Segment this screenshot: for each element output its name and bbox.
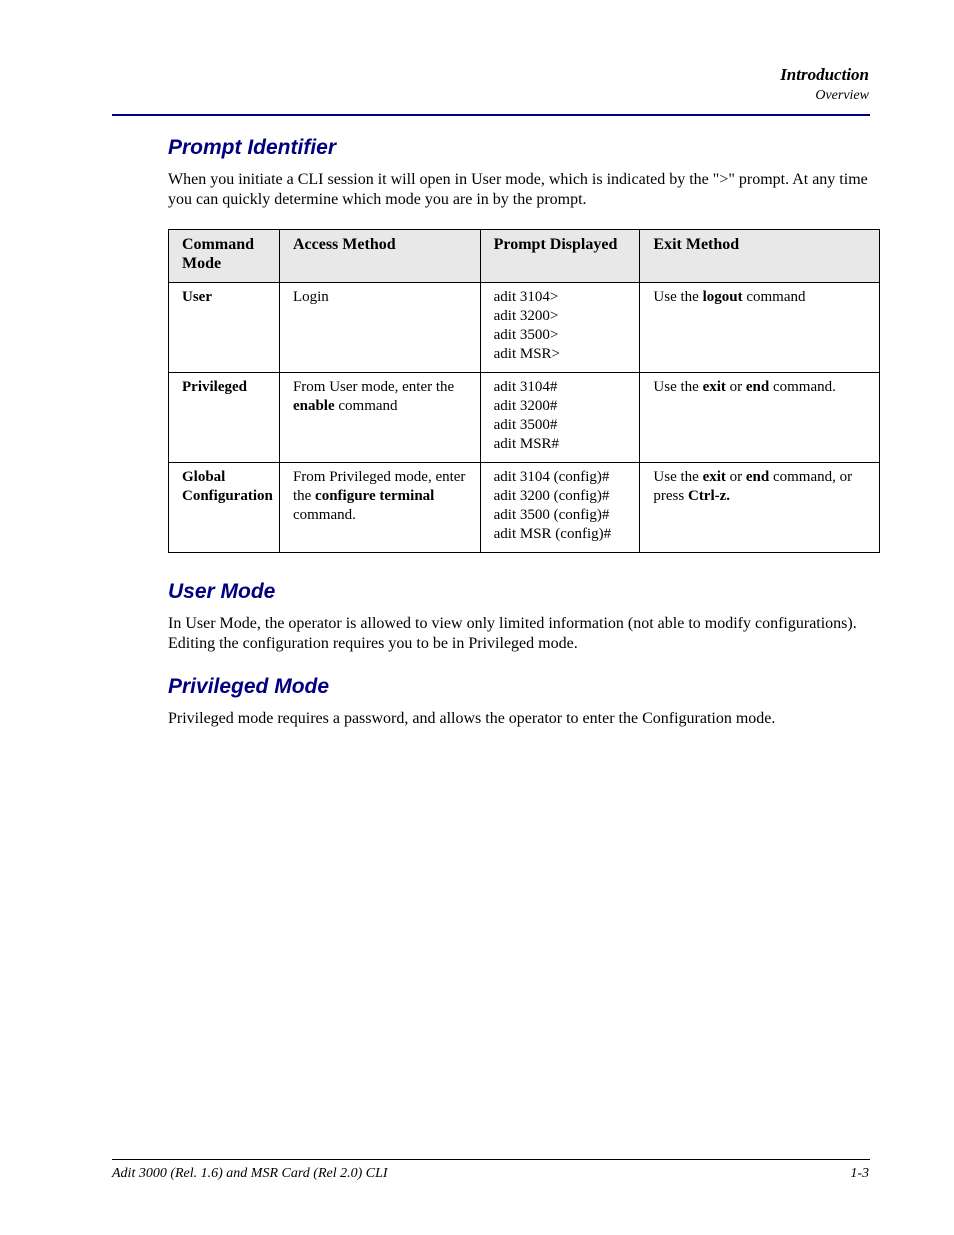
exit-text-segment: Use the (653, 289, 703, 305)
table-header-row (169, 230, 880, 283)
prompt-line: adit 3104 (config)# (493, 469, 610, 485)
access-text-segment: Login (292, 289, 329, 305)
exit-text-segment: command. (769, 379, 836, 395)
exit-text-segment: logout (702, 289, 743, 305)
exit-text-segment: command, or press (653, 469, 853, 504)
table-row (169, 373, 880, 463)
access-text-segment: command. (292, 507, 356, 523)
cell-command-mode: Global Configuration (169, 463, 280, 553)
access-text-segment: command (334, 398, 398, 414)
footer-rule (112, 1159, 870, 1160)
access-text-segment: enable (292, 398, 335, 414)
prompt-line: adit MSR> (493, 346, 561, 362)
cell-access-method (279, 373, 480, 463)
privileged-mode-heading: Privileged Mode (168, 675, 330, 698)
table-row (169, 463, 880, 553)
exit-text-segment: Ctrl-z. (687, 488, 731, 504)
col-header-exit-method: Exit Method (640, 230, 880, 283)
col-header-access-method: Access Method (279, 230, 480, 283)
prompt-identifier-intro: When you initiate a CLI session it will open in User mode, which is indicated by the ">" prompt. At any time you can quickly determine which mode you are in by the prompt. (168, 171, 868, 208)
exit-text-segment: exit (702, 469, 726, 485)
user-mode-text: In User Mode, the operator is allowed to view only limited information (not able to modify configurations). Editing the configuration requires you to be in Privileged mode. (168, 615, 857, 652)
exit-text-segment: Use the (653, 379, 703, 395)
user-mode-heading: User Mode (168, 580, 276, 603)
footer-page-number: 1-3 (850, 1166, 869, 1181)
col-header-command-mode: Command Mode (169, 230, 280, 283)
section-title: Overview (815, 88, 869, 103)
prompt-line: adit 3200> (493, 308, 559, 324)
prompt-line: adit 3200# (493, 398, 558, 414)
access-text-segment: From User mode, enter the (292, 379, 455, 395)
exit-text-segment: Use the (653, 469, 703, 485)
running-header (780, 64, 869, 106)
prompt-line: adit 3500# (493, 417, 558, 433)
exit-text-segment: or (725, 469, 746, 485)
cell-prompt-displayed (480, 373, 640, 463)
access-text-segment: configure terminal (315, 488, 435, 504)
cell-prompt-displayed (480, 283, 640, 373)
prompt-identifier-heading: Prompt Identifier (168, 136, 337, 159)
access-text-segment: From Privileged mode, enter the (292, 469, 466, 504)
cell-exit-method (640, 463, 880, 553)
chapter-title: Introduction (780, 65, 869, 84)
col-header-prompt-displayed: Prompt Displayed (480, 230, 640, 283)
prompt-line: adit 3104> (493, 289, 559, 305)
cell-access-method (279, 283, 480, 373)
prompt-line: adit 3200 (config)# (493, 488, 610, 504)
cell-access-method (279, 463, 480, 553)
exit-text-segment: end (745, 379, 770, 395)
privileged-mode-text: Privileged mode requires a password, and allows the operator to enter the Configuration mode. (168, 710, 776, 727)
exit-text-segment: command (742, 289, 806, 305)
command-mode-table (168, 229, 880, 553)
exit-text-segment: or (725, 379, 746, 395)
header-rule (112, 114, 870, 116)
cell-exit-method (640, 373, 880, 463)
prompt-line: adit 3500 (config)# (493, 507, 610, 523)
cell-exit-method (640, 283, 880, 373)
cell-command-mode: Privileged (169, 373, 280, 463)
prompt-line: adit MSR (config)# (493, 526, 612, 542)
footer-doc-title: Adit 3000 (Rel. 1.6) and MSR Card (Rel 2.0) CLI (112, 1166, 388, 1181)
table-row (169, 283, 880, 373)
exit-text-segment: exit (702, 379, 726, 395)
prompt-line: adit 3500> (493, 327, 559, 343)
prompt-line: adit 3104# (493, 379, 558, 395)
prompt-line: adit MSR# (493, 436, 560, 452)
exit-text-segment: end (745, 469, 770, 485)
cell-prompt-displayed (480, 463, 640, 553)
cell-command-mode: User (169, 283, 280, 373)
